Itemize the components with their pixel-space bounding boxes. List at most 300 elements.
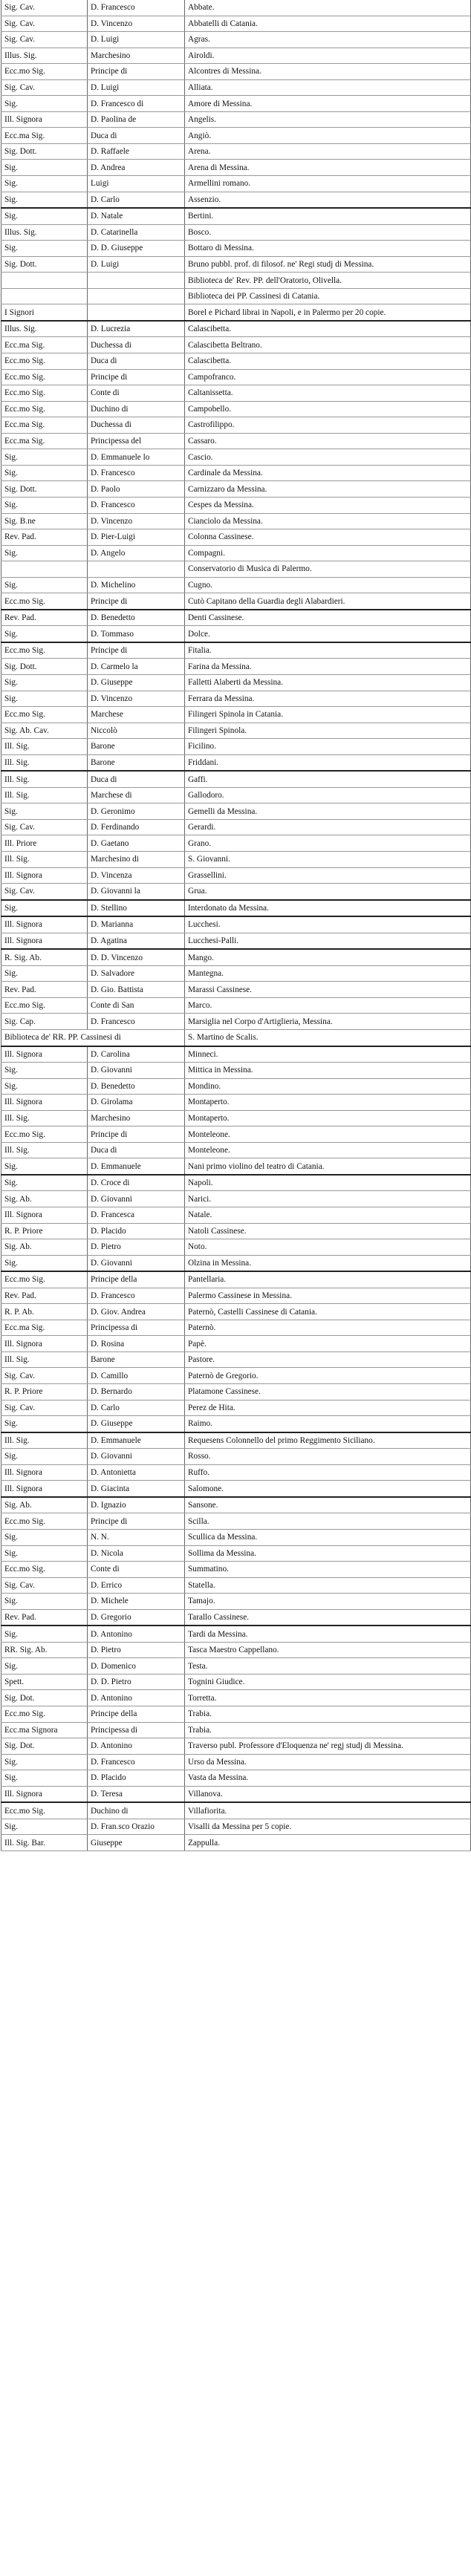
subscriber-title: Ecc.mo Sig. <box>1 385 88 402</box>
subscriber-surname-place: Olzina in Messina. <box>185 1255 471 1271</box>
subscriber-row <box>1 1110 471 1126</box>
subscriber-title: R. P. Priore <box>1 1384 88 1401</box>
subscriber-surname-place: Narici. <box>185 1191 471 1207</box>
subscriber-surname-place: Paternò. <box>185 1320 471 1336</box>
subscriber-name: D. Paolina de <box>88 111 185 128</box>
subscriber-surname-place: Statella. <box>185 1577 471 1594</box>
subscriber-title: R. Sig. Ab. <box>1 949 88 965</box>
subscriber-row <box>1 739 471 755</box>
subscriber-name: D. Vincenzo <box>88 513 185 529</box>
subscriber-title: Sig. Cav. <box>1 884 88 900</box>
subscriber-title: Sig. <box>1 900 88 917</box>
subscriber-name: D. Salvadore <box>88 965 185 982</box>
subscriber-surname-place: S. Martino de Scalis. <box>185 1030 471 1046</box>
subscriber-row <box>1 1014 471 1030</box>
subscriber-row <box>1 642 471 659</box>
subscriber-title: Sig. <box>1 449 88 466</box>
subscriber-title: Ecc.ma Sig. <box>1 417 88 434</box>
subscriber-name: D. Pietro <box>88 1642 185 1658</box>
subscriber-title: Sig. <box>1 96 88 112</box>
subscriber-name: D. Carlo <box>88 192 185 208</box>
subscriber-surname-place: Abbatelli di Catania. <box>185 16 471 32</box>
subscriber-row <box>1 577 471 593</box>
subscriber-row <box>1 433 471 449</box>
subscriber-surname-place: Tasca Maestro Cappellano. <box>185 1642 471 1658</box>
subscriber-row <box>1 1030 471 1046</box>
subscriber-name: D. D. Giuseppe <box>88 241 185 257</box>
subscriber-title: Sig. Cap. <box>1 1014 88 1030</box>
subscriber-name: Duchessa di <box>88 417 185 434</box>
subscriber-title: Sig. <box>1 577 88 593</box>
subscriber-surname-place: Visalli da Messina per 5 copie. <box>185 1819 471 1835</box>
subscriber-name: D. Domenico <box>88 1658 185 1675</box>
subscriber-title: Ill. Sig. <box>1 754 88 771</box>
subscriber-surname-place: Campofranco. <box>185 369 471 385</box>
subscriber-title: Ill. Signora <box>1 111 88 128</box>
subscriber-surname-place: Platamone Cassinese. <box>185 1384 471 1401</box>
subscriber-name: D. Giov. Andrea <box>88 1304 185 1320</box>
subscriber-row <box>1 723 471 739</box>
subscriber-table <box>1 0 471 1851</box>
subscriber-title: Sig. <box>1 626 88 642</box>
subscriber-title: Sig. B.ne <box>1 513 88 529</box>
subscriber-row <box>1 1690 471 1706</box>
subscriber-surname-place: Sollima da Messina. <box>185 1545 471 1562</box>
subscriber-row <box>1 1642 471 1658</box>
subscriber-row <box>1 304 471 321</box>
subscriber-surname-place: Raimo. <box>185 1416 471 1432</box>
subscriber-surname-place: Papè. <box>185 1336 471 1352</box>
subscriber-row <box>1 0 471 16</box>
subscriber-name: D. Giovanni <box>88 1449 185 1465</box>
subscriber-name: D. Antonietta <box>88 1464 185 1481</box>
subscriber-name: D. Croce di <box>88 1175 185 1191</box>
subscriber-title: Spett. <box>1 1674 88 1690</box>
subscriber-name: D. Francesca <box>88 1207 185 1224</box>
subscriber-title: Ecc.mo Sig. <box>1 1802 88 1819</box>
subscriber-name: D. Andrea <box>88 160 185 176</box>
subscriber-name: Duchessa di <box>88 337 185 353</box>
subscriber-name <box>88 304 185 321</box>
subscriber-surname-place: Angelis. <box>185 111 471 128</box>
subscriber-name: Duca di <box>88 771 185 787</box>
subscriber-name: D. Placido <box>88 1770 185 1787</box>
subscriber-surname-place: Cugno. <box>185 577 471 593</box>
subscriber-row <box>1 867 471 884</box>
subscriber-title: Ecc.mo Sig. <box>1 707 88 723</box>
subscriber-title: Illus. Sig. <box>1 224 88 241</box>
subscriber-name: D. Francesco <box>88 1288 185 1304</box>
subscriber-title: Ill. Signora <box>1 1046 88 1063</box>
subscriber-surname-place: Montaperto. <box>185 1110 471 1126</box>
subscriber-row <box>1 1577 471 1594</box>
subscriber-title: Sig. Dot. <box>1 1690 88 1706</box>
subscriber-name: D. Bernardo <box>88 1384 185 1401</box>
subscriber-surname-place: Armellini romano. <box>185 176 471 192</box>
subscriber-row <box>1 1063 471 1079</box>
subscriber-name: D. Giacinta <box>88 1481 185 1497</box>
subscriber-name: Principe di <box>88 369 185 385</box>
subscriber-row <box>1 1497 471 1513</box>
subscriber-name: D. Girolama <box>88 1095 185 1111</box>
subscriber-surname-place: Alliata. <box>185 79 471 96</box>
subscriber-surname-place: Tardi da Messina. <box>185 1626 471 1642</box>
subscriber-row <box>1 1770 471 1787</box>
subscriber-title: Sig. Dott. <box>1 143 88 160</box>
subscriber-surname-place: Lucchesi-Palli. <box>185 933 471 949</box>
subscriber-row <box>1 1609 471 1626</box>
subscriber-row <box>1 1288 471 1304</box>
subscriber-row <box>1 1142 471 1158</box>
subscriber-name: Principe di <box>88 1513 185 1530</box>
subscriber-row <box>1 417 471 434</box>
subscriber-name: D. D. Pietro <box>88 1674 185 1690</box>
subscriber-surname-place: Cascio. <box>185 449 471 466</box>
subscriber-title: Ecc.mo Sig. <box>1 997 88 1014</box>
subscriber-surname-place: Zappulla. <box>185 1835 471 1851</box>
subscriber-surname-place: Gaffi. <box>185 771 471 787</box>
subscriber-row <box>1 1674 471 1690</box>
subscriber-name: D. Giovanni <box>88 1255 185 1271</box>
subscriber-name: D. Francesco <box>88 497 185 513</box>
subscriber-name: D. Pietro <box>88 1239 185 1256</box>
subscriber-name: D. Raffaele <box>88 143 185 160</box>
subscriber-title: Sig. <box>1 965 88 982</box>
subscriber-name: Barone <box>88 1351 185 1368</box>
subscriber-surname-place: Falletti Alaberti da Messina. <box>185 674 471 691</box>
subscriber-row <box>1 1384 471 1401</box>
subscriber-surname-place: Grassellini. <box>185 867 471 884</box>
subscriber-title: Ecc.mo Sig. <box>1 1513 88 1530</box>
subscriber-surname-place: Grua. <box>185 884 471 900</box>
subscriber-title: Sig. <box>1 1770 88 1787</box>
subscriber-title: Ill. Signora <box>1 1207 88 1224</box>
subscriber-row <box>1 143 471 160</box>
subscriber-name <box>88 561 185 578</box>
subscriber-name: D. Gio. Battista <box>88 982 185 998</box>
subscriber-title: I Signori <box>1 304 88 321</box>
subscriber-name: Principe di <box>88 1126 185 1143</box>
subscriber-title: Ill. Sig. <box>1 1432 88 1449</box>
subscriber-row <box>1 369 471 385</box>
subscriber-name: D. Teresa <box>88 1786 185 1802</box>
subscriber-surname-place: Monteleone. <box>185 1142 471 1158</box>
subscriber-title: Sig. Ab. <box>1 1239 88 1256</box>
subscriber-surname-place: S. Giovanni. <box>185 851 471 867</box>
subscriber-title: Rev. Pad. <box>1 610 88 626</box>
subscriber-row <box>1 1562 471 1578</box>
subscriber-row <box>1 1207 471 1224</box>
subscriber-title: Ecc.ma Sig. <box>1 128 88 144</box>
subscriber-row <box>1 916 471 933</box>
subscriber-row <box>1 674 471 691</box>
subscriber-row <box>1 1449 471 1465</box>
subscriber-title: Sig. <box>1 192 88 208</box>
subscriber-title: Ill. Sig. <box>1 787 88 803</box>
subscriber-surname-place: Castrofilippo. <box>185 417 471 434</box>
subscriber-surname-place: Ruffo. <box>185 1464 471 1481</box>
subscriber-name: Principessa di <box>88 1722 185 1738</box>
subscriber-surname-place: Tarallo Cassinese. <box>185 1609 471 1626</box>
subscriber-row <box>1 771 471 787</box>
subscriber-title: Sig. <box>1 465 88 481</box>
subscriber-name: D. Carlo <box>88 1400 185 1416</box>
subscriber-title: Ill. Sig. <box>1 1351 88 1368</box>
subscriber-name: D. Carmelo la <box>88 659 185 675</box>
subscriber-name: D. Francesco di <box>88 96 185 112</box>
subscriber-title: Sig. Cav. <box>1 79 88 96</box>
subscriber-surname-place: Trabia. <box>185 1706 471 1722</box>
subscriber-surname-place: Mittica in Messina. <box>185 1063 471 1079</box>
subscriber-name: D. Tommaso <box>88 626 185 642</box>
subscriber-name: D. Pier-Luigi <box>88 529 185 546</box>
subscriber-name: D. Luigi <box>88 79 185 96</box>
subscriber-title: Sig. Cav. <box>1 1577 88 1594</box>
subscriber-row <box>1 1835 471 1851</box>
subscriber-name: D. Francesco <box>88 0 185 16</box>
subscriber-name: D. Antonino <box>88 1626 185 1642</box>
subscriber-name: D. Francesco <box>88 1014 185 1030</box>
subscriber-title: Sig. Dott. <box>1 659 88 675</box>
subscriber-surname-place: Paternò, Castelli Cassinese di Catania. <box>185 1304 471 1320</box>
subscriber-title: Ill. Signora <box>1 1481 88 1497</box>
subscriber-title: Sig. <box>1 1819 88 1835</box>
subscriber-title: Rev. Pad. <box>1 1609 88 1626</box>
subscriber-surname-place: Urso da Messina. <box>185 1754 471 1770</box>
subscriber-title: Sig. Ab. <box>1 1497 88 1513</box>
subscriber-title: Rev. Pad. <box>1 1288 88 1304</box>
subscriber-row <box>1 1304 471 1320</box>
subscriber-name: D. Francesco <box>88 1754 185 1770</box>
subscriber-surname-place: Noto. <box>185 1239 471 1256</box>
subscriber-title: Rev. Pad. <box>1 529 88 546</box>
subscriber-row <box>1 321 471 337</box>
subscriber-title: Sig. <box>1 176 88 192</box>
subscriber-surname-place: Napoli. <box>185 1175 471 1191</box>
subscriber-row <box>1 111 471 128</box>
subscriber-surname-place: Filingeri Spinola in Catania. <box>185 707 471 723</box>
subscriber-name: D. Michele <box>88 1594 185 1610</box>
subscriber-surname-place: Vasta da Messina. <box>185 1770 471 1787</box>
subscriber-row <box>1 626 471 642</box>
subscriber-row <box>1 900 471 917</box>
subscriber-row <box>1 1513 471 1530</box>
subscriber-name: D. Vincenzo <box>88 691 185 707</box>
subscriber-name: D. Geronimo <box>88 803 185 820</box>
subscriber-row <box>1 1802 471 1819</box>
subscriber-surname-place: Salomone. <box>185 1481 471 1497</box>
subscriber-surname-place: Interdonato da Messina. <box>185 900 471 917</box>
subscriber-name: D. Antonino <box>88 1738 185 1755</box>
subscriber-row <box>1 593 471 610</box>
subscriber-row <box>1 273 471 289</box>
subscriber-row <box>1 449 471 466</box>
subscriber-surname-place: Cardinale da Messina. <box>185 465 471 481</box>
subscriber-title: Sig. <box>1 1175 88 1191</box>
subscriber-row <box>1 819 471 835</box>
subscriber-title: Ecc.mo Sig. <box>1 1271 88 1288</box>
subscriber-title: Ill. Sig. <box>1 1142 88 1158</box>
subscriber-surname-place: Campobello. <box>185 401 471 417</box>
subscriber-row <box>1 561 471 578</box>
subscriber-row <box>1 353 471 370</box>
subscriber-name: Duca di <box>88 353 185 370</box>
subscriber-title: Ecc.mo Sig. <box>1 369 88 385</box>
subscriber-surname-place: Requesens Colonnello del primo Reggimento Siciliano. <box>185 1432 471 1449</box>
subscriber-row <box>1 1545 471 1562</box>
subscriber-title: Sig. Dot. <box>1 1738 88 1755</box>
subscriber-name: D. Ferdinando <box>88 819 185 835</box>
subscriber-name: Principe della <box>88 1706 185 1722</box>
subscriber-surname-place: Assenzio. <box>185 192 471 208</box>
subscriber-row <box>1 1722 471 1738</box>
subscriber-surname-place: Borel e Pichard librai in Napoli, e in Palermo per 20 copie. <box>185 304 471 321</box>
subscriber-surname-place: Carnizzaro da Messina. <box>185 481 471 498</box>
subscriber-name: Conte di <box>88 385 185 402</box>
subscriber-row <box>1 497 471 513</box>
subscriber-surname-place: Farina da Messina. <box>185 659 471 675</box>
subscriber-surname-place: Cianciolo da Messina. <box>185 513 471 529</box>
subscriber-title: Sig. <box>1 1529 88 1545</box>
subscriber-title: Sig. Cav. <box>1 819 88 835</box>
subscriber-title: Sig. <box>1 674 88 691</box>
subscriber-title: Ill. Signora <box>1 1464 88 1481</box>
subscriber-name: D. Natale <box>88 208 185 224</box>
subscriber-surname-place: Palermo Cassinese in Messina. <box>185 1288 471 1304</box>
subscriber-table-body <box>1 0 471 1851</box>
subscriber-title: Sig. Cav. <box>1 1400 88 1416</box>
subscriber-surname-place: Colonna Cassinese. <box>185 529 471 546</box>
subscriber-row <box>1 1432 471 1449</box>
subscriber-title: Rev. Pad. <box>1 982 88 998</box>
subscriber-surname-place: Lucchesi. <box>185 916 471 933</box>
subscriber-row <box>1 176 471 192</box>
subscriber-surname-place: Calascibetta Beltrano. <box>185 337 471 353</box>
subscriber-name: Marchesino di <box>88 851 185 867</box>
subscriber-surname-place: Cespes da Messina. <box>185 497 471 513</box>
subscriber-surname-place: Minneci. <box>185 1046 471 1063</box>
subscriber-row <box>1 1223 471 1239</box>
subscriber-row <box>1 32 471 48</box>
subscriber-surname-place: Gallodoro. <box>185 787 471 803</box>
subscriber-title: Ill. Priore <box>1 835 88 852</box>
subscriber-surname-place: Gemelli da Messina. <box>185 803 471 820</box>
subscriber-surname-place: Bosco. <box>185 224 471 241</box>
subscriber-name: D. Paolo <box>88 481 185 498</box>
subscriber-surname-place: Gerardi. <box>185 819 471 835</box>
subscriber-surname-place: Arena. <box>185 143 471 160</box>
subscriber-row <box>1 1095 471 1111</box>
subscriber-title: Sig. Ab. <box>1 1191 88 1207</box>
subscriber-name: Niccolò <box>88 723 185 739</box>
subscriber-surname-place: Mango. <box>185 949 471 965</box>
subscriber-surname-place: Pastore. <box>185 1351 471 1368</box>
subscriber-row <box>1 1738 471 1755</box>
subscriber-row <box>1 1239 471 1256</box>
subscriber-row <box>1 949 471 965</box>
subscriber-title: Ill. Sig. Bar. <box>1 1835 88 1851</box>
subscriber-title: Ecc.mo Sig. <box>1 353 88 370</box>
subscriber-surname-place: Paternò de Gregorio. <box>185 1368 471 1384</box>
subscriber-surname-place: Torretta. <box>185 1690 471 1706</box>
subscriber-surname-place: Bottaro di Messina. <box>185 241 471 257</box>
subscriber-name: Conte di <box>88 1562 185 1578</box>
subscriber-row <box>1 1464 471 1481</box>
subscriber-name: Conte di San <box>88 997 185 1014</box>
subscriber-name: D. Michelino <box>88 577 185 593</box>
subscriber-title: Sig. Cav. <box>1 16 88 32</box>
subscriber-name: D. Placido <box>88 1223 185 1239</box>
subscriber-title: Sig. <box>1 1754 88 1770</box>
subscriber-title: Sig. <box>1 1594 88 1610</box>
subscriber-surname-place: Pantellaria. <box>185 1271 471 1288</box>
subscriber-row <box>1 707 471 723</box>
subscriber-name: D. Agatina <box>88 933 185 949</box>
subscriber-name: Giuseppe <box>88 1835 185 1851</box>
subscriber-title: Ill. Signora <box>1 1786 88 1802</box>
subscriber-row <box>1 1706 471 1722</box>
subscriber-title: RR. Sig. Ab. <box>1 1642 88 1658</box>
subscriber-surname-place: Tamajo. <box>185 1594 471 1610</box>
subscriber-title: Sig. <box>1 1158 88 1175</box>
subscriber-name: D. Emmanuele <box>88 1432 185 1449</box>
subscriber-row <box>1 1320 471 1336</box>
subscriber-name: D. Benedetto <box>88 1078 185 1095</box>
subscriber-surname-place: Perez de Hita. <box>185 1400 471 1416</box>
subscriber-title: Ill. Sig. <box>1 851 88 867</box>
subscriber-surname-place: Biblioteca de' Rev. PP. dell'Oratorio, Olivella. <box>185 273 471 289</box>
subscriber-row <box>1 754 471 771</box>
subscriber-row <box>1 256 471 273</box>
subscriber-row <box>1 1658 471 1675</box>
subscriber-row <box>1 835 471 852</box>
subscriber-row <box>1 241 471 257</box>
subscriber-title: Sig. <box>1 160 88 176</box>
subscriber-title <box>1 561 88 578</box>
subscriber-name: Marchese <box>88 707 185 723</box>
subscriber-row <box>1 1078 471 1095</box>
subscriber-surname-place: Villafiorita. <box>185 1802 471 1819</box>
subscriber-name: D. Ignazio <box>88 1497 185 1513</box>
subscriber-title: Sig. <box>1 497 88 513</box>
subscriber-surname-place: Testa. <box>185 1658 471 1675</box>
subscriber-row <box>1 982 471 998</box>
subscriber-name: Marchesino <box>88 48 185 64</box>
subscriber-name: D. Errico <box>88 1577 185 1594</box>
subscriber-name: D. Giovanni la <box>88 884 185 900</box>
subscriber-name: Marchesino <box>88 1110 185 1126</box>
subscriber-title: Ecc.mo Sig. <box>1 642 88 659</box>
subscriber-name: D. Gaetano <box>88 835 185 852</box>
subscriber-row <box>1 1046 471 1063</box>
subscriber-name <box>88 273 185 289</box>
subscriber-name: Duca di <box>88 1142 185 1158</box>
subscriber-surname-place: Bruno pubbl. prof. di filosof. ne' Regi studj di Messina. <box>185 256 471 273</box>
subscriber-row <box>1 465 471 481</box>
subscriber-name: D. Emmanuele lo <box>88 449 185 466</box>
subscriber-surname-place: Angiò. <box>185 128 471 144</box>
subscriber-title: Ecc.ma Signora <box>1 1722 88 1738</box>
subscriber-title: Ecc.mo Sig. <box>1 593 88 610</box>
subscriber-title: R. P. Priore <box>1 1223 88 1239</box>
subscriber-title: Ecc.mo Sig. <box>1 1126 88 1143</box>
subscriber-surname-place: Friddani. <box>185 754 471 771</box>
subscriber-title <box>1 273 88 289</box>
subscriber-row <box>1 1754 471 1770</box>
subscriber-row <box>1 481 471 498</box>
subscriber-row <box>1 933 471 949</box>
subscriber-title: Ill. Sig. <box>1 1110 88 1126</box>
